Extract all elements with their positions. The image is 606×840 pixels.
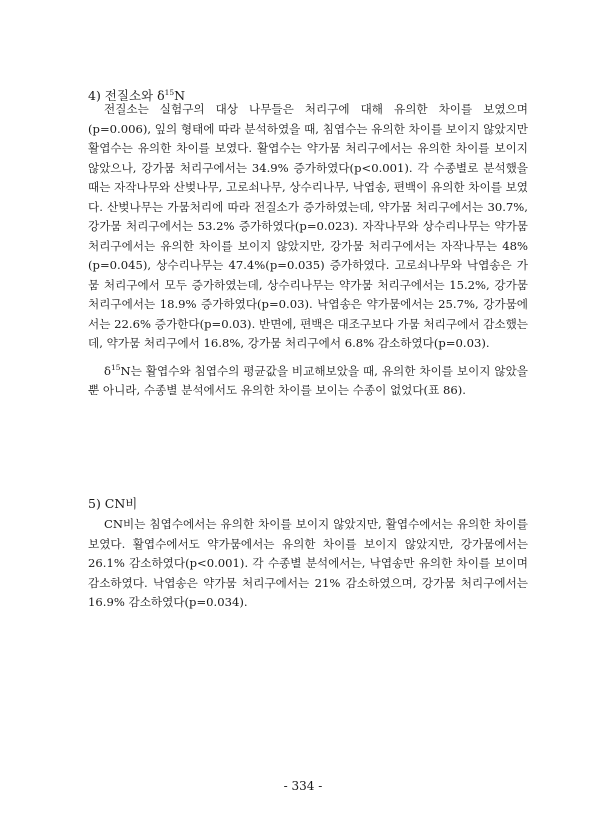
section-5-body <box>88 515 528 613</box>
section-4-heading-superscript: 15 <box>164 88 175 97</box>
section-5-heading: 5) CN비 <box>88 496 138 511</box>
section-4-heading-prefix: 4) 전질소와 δ <box>88 88 165 103</box>
section-4-paragraph-2-superscript: 15 <box>110 362 121 372</box>
page-number: - 334 - <box>283 779 323 793</box>
section-4-heading-suffix: N <box>174 88 186 103</box>
section-5-paragraph-1: CN비는 침엽수에서는 유의한 차이를 보이지 않았지만, 활엽수에서는 유의한 차이를 보였다. 활엽수에서도 약가뭄에서는 유의한 차이를 보이지 않았지만, 강가뭄에서는 26.1% 감소하였다(p<0.001). 각 수종별 분석에서는, 낙엽송만 유의한 차이를 보이며 감소하였다. 낙엽송은 약가뭄 처리구에서는 21% 감소하였으며, 강가뭄 처리구에서는 16.9% 감소하였다(p=0.034). <box>88 517 528 609</box>
section-4-paragraph-2-prefix: δ <box>104 363 111 378</box>
section-4-paragraph-1: 전질소는 실험구의 대상 나무들은 처리구에 대해 유의한 차이를 보였으며(p=0.006), 잎의 형태에 따라 분석하였을 때, 침엽수는 유의한 차이를 보이지 않았지만 활엽수는 유의한 차이를 보였다. 활엽수는 약가뭄 처리구에서는 유의한 차이를 보이지 않았으나, 강가뭄 처리구에서는 34.9% 증가하였다(p<0.001). 각 수종별로 분석했을 때는 자작나무와 산벚나무, 고로쇠나무, 상수리나무, 낙엽송, 편백이 유의한 차이를 보였다. 산벚나무는 가뭄처리에 따라 전질소가 증가하였는데, 약가뭄 처리구에서는 30.7%, 강가뭄 처리구에서는 53.2% 증가하였다(p=0.023). 자작나무와 상수리나무는 약가뭄 처리구에서는 유의한 차이를 보이지 않았지만, 강가뭄 처리구에서는 자작나무는 48%(p=0.045), 상수리나무는 47.4%(p=0.035) 증가하였다. 고로쇠나무와 낙엽송은 가뭄 처리구에서 모두 증가하였는데, 상수리나무는 약가뭄 처리구에서는 15.2%, 강가뭄 처리구에서는 18.9% 증가하였다(p=0.03). 낙엽송은 약가뭄에서는 25.7%, 강가뭄에서는 22.6% 증가한다(p=0.03). 반면에, 편백은 대조구보다 가뭄 처리구에서 감소했는데, 약가뭄 처리구에서 16.8%, 강가뭄 처리구에서 6.8% 감소하였다(p=0.03). <box>88 102 528 350</box>
section-4-paragraph-2 <box>88 362 528 401</box>
section-4-paragraph-2-text: N는 활엽수와 침엽수의 평균값을 비교해보았을 때, 유의한 차이를 보이지 않았을 뿐 아니라, 수종별 분석에서도 유의한 차이를 보이는 수종이 없었다(표 86). <box>88 363 528 397</box>
section-4-body <box>88 100 528 401</box>
